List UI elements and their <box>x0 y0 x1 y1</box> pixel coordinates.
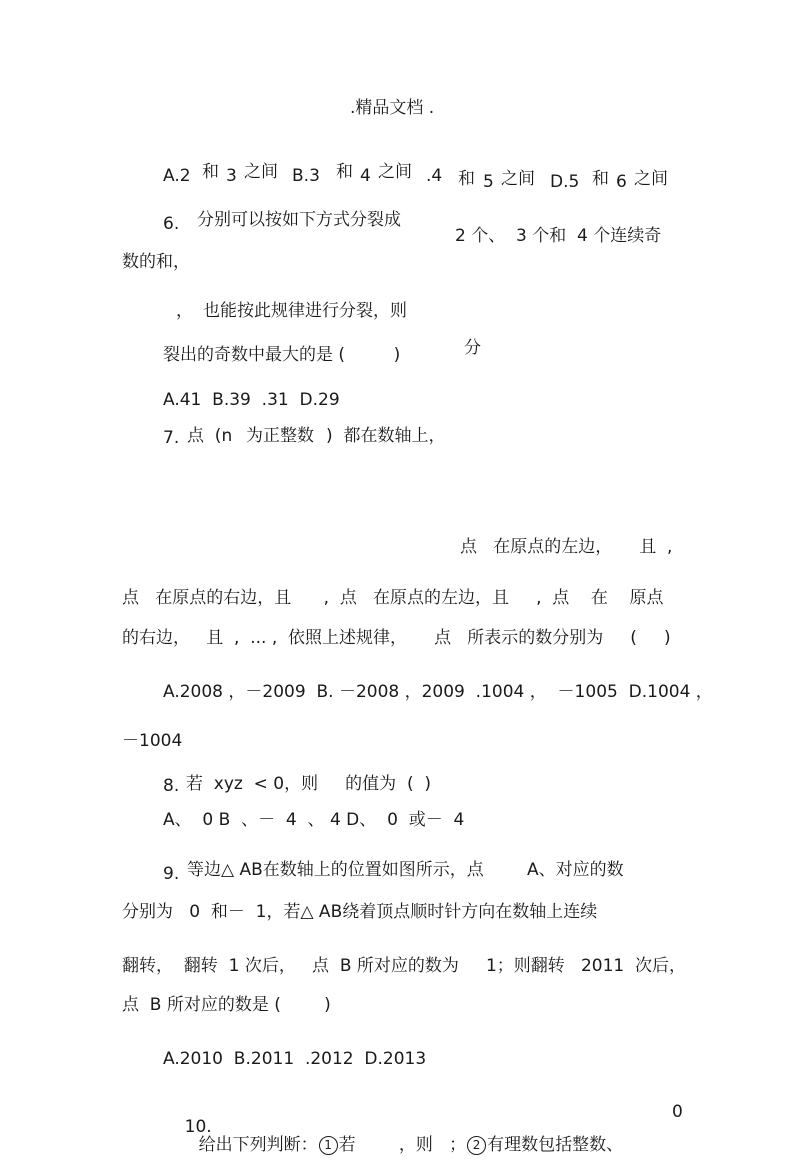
q5-option-fragment-9: 和 <box>458 169 475 189</box>
q7-text-fragment-1: 点 (n <box>187 426 233 446</box>
q5-option-fragment-6: 4 <box>360 166 371 186</box>
q5-option-fragment-7: 之间 <box>378 162 412 182</box>
q5-option-fragment-2: 3 <box>226 166 237 186</box>
q7-text-fragment-4: 点 在原点的左边， 且 , <box>460 537 673 557</box>
q6-text-fragment-8: A.41 B.39 .31 D.29 <box>163 390 340 410</box>
q7-text-fragment-0: 7. <box>163 428 180 448</box>
q6-text-fragment-5: 也能按此规律进行分裂，则 <box>203 301 407 321</box>
question-10-text: 若 ，则 ； <box>338 1135 467 1155</box>
q9-text-fragment-0: 9. <box>163 864 180 884</box>
q8-text-fragment-2: A、 0 B 、－ 4 、 4 D、 0 或－ 4 <box>163 810 465 830</box>
q5-option-fragment-8: .4 <box>426 166 443 186</box>
q5-option-fragment-11: 之间 <box>501 169 535 189</box>
q6-text-fragment-6: 裂出的奇数中最大的是 ( ) <box>163 345 401 365</box>
q9-text-fragment-4: 点 B 所对应的数是 ( ) <box>122 995 331 1015</box>
q6-text-fragment-2: 2 个、 3 个和 4 个连续奇 <box>455 226 662 246</box>
question-10-number: 10. <box>184 1117 212 1137</box>
q7-text-fragment-3: ) 都在数轴上， <box>326 426 446 446</box>
q6-text-fragment-1: 分别可以按如下方式分裂成 <box>197 210 401 230</box>
q9-text-fragment-3: 翻转， 翻转 1 次后， 点 B 所对应的数为 1；则翻转 2011 次后， <box>122 956 687 976</box>
q5-option-fragment-5: 和 <box>336 162 353 182</box>
q6-text-fragment-0: 6. <box>163 214 180 234</box>
q7-text-fragment-5: 点 在原点的右边，且 , 点 在原点的左边，且 , 点 在 原点 <box>122 588 664 608</box>
q6-text-fragment-7: 分 <box>464 338 481 358</box>
q5-option-fragment-13: 和 <box>592 169 609 189</box>
question-10-text: 给出下列判断： <box>198 1135 318 1155</box>
q7-text-fragment-8: －1004 <box>122 731 183 751</box>
page-header: .精品文档 . <box>350 98 435 118</box>
q5-option-fragment-4: B.3 <box>292 166 320 186</box>
q8-text-fragment-0: 8. <box>163 776 180 796</box>
circled-number-two: 2 <box>467 1136 486 1155</box>
q9-text-fragment-2: 分别为 0 和－ 1，若△ AB绕着顶点顺时针方向在数轴上连续 <box>122 902 598 922</box>
q5-option-fragment-1: 和 <box>202 162 219 182</box>
q5-option-fragment-14: 6 <box>616 172 627 192</box>
q5-option-fragment-0: A.2 <box>163 166 191 186</box>
q5-option-fragment-12: D.5 <box>550 172 580 192</box>
q5-option-fragment-3: 之间 <box>244 162 278 182</box>
q5-option-fragment-15: 之间 <box>634 169 668 189</box>
question-10-line <box>163 1102 623 1172</box>
question-10-text: 有理数包括整数、 <box>487 1135 624 1155</box>
q9-text-fragment-5: A.2010 B.2011 .2012 D.2013 <box>163 1049 427 1069</box>
q7-text-fragment-2: 为正整数 <box>246 426 314 446</box>
q7-text-fragment-7: A.2008 ，－2009 B. －2008 ，2009 .1004 ， －1005 D.1004 ， <box>163 682 713 702</box>
q7-text-fragment-6: 的右边， 且 , ... , 依照上述规律， 点 所表示的数分别为 ( ) <box>122 628 671 648</box>
q8-text-fragment-1: 若 xyz < 0，则 的值为 ( ) <box>186 774 432 794</box>
q6-text-fragment-3: 数的和， <box>122 252 190 272</box>
circled-number-one: 1 <box>319 1136 338 1155</box>
q6-text-fragment-4: ， <box>176 301 193 321</box>
q5-option-fragment-10: 5 <box>483 172 494 192</box>
question-10-tail: 0 <box>672 1102 683 1122</box>
q9-text-fragment-1: 等边△ AB在数轴上的位置如图所示，点 A、对应的数 <box>187 860 624 880</box>
